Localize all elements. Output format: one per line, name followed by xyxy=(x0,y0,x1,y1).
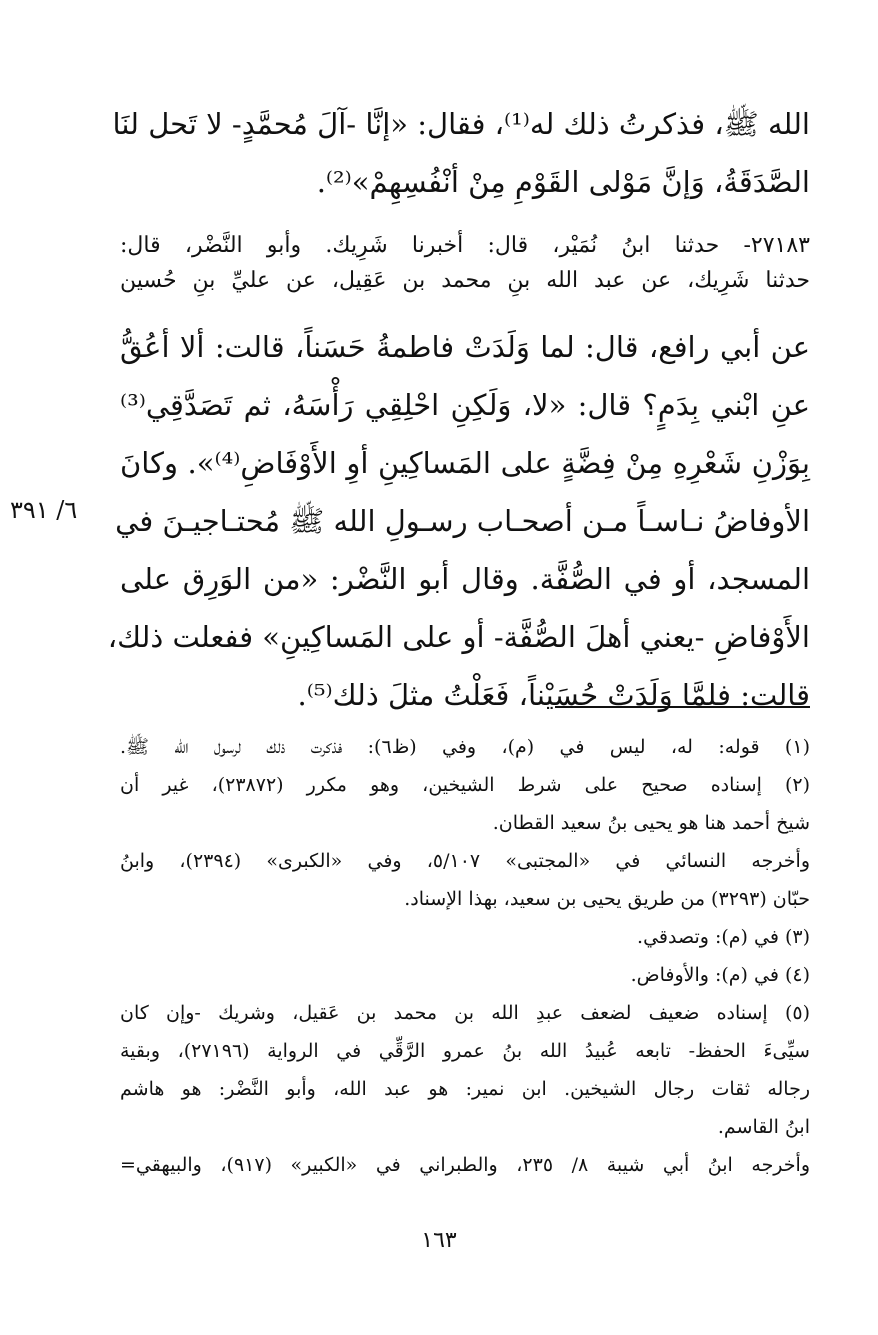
footnote-separator xyxy=(555,706,810,708)
body-line: عن أبي رافع، قال: لما وَلَدَتْ فاطمةُ حَسَناً، قالت: ألا أعُقُّ xyxy=(120,330,810,364)
hadith-chain-of-narration xyxy=(120,228,810,298)
body-line: بِوَزْنِ شَعْرِهِ مِنْ فِضَّةٍ على المَساكِينِ أوِ الأَوْفَاضِ⁽⁴⁾». وكانَ xyxy=(120,446,811,480)
footnote-line: (٢) إسناده صحيح على شرط الشيخين، وهو مكرر (٢٣٨٧٢)، غير أن xyxy=(120,774,811,796)
footnote-line: ابنُ القاسم. xyxy=(717,1116,810,1138)
main-line: الصَّدَقَةُ، وَإنَّ مَوْلى القَوْمِ مِنْ أنْفُسِهِمْ»⁽²⁾. xyxy=(316,165,810,199)
body-line: الأَوْفاضِ -يعني أهلَ الصُّفَّة- أو على المَساكِينِ» ففعلت ذلك، xyxy=(107,620,810,654)
margin-volume-page-reference: ٦/ ٣٩١ xyxy=(10,496,78,524)
footnote-line: وأخرجه النسائي في «المجتبى» ٥/١٠٧، وفي «الكبرى» (٢٣٩٤)، وابنُ xyxy=(120,850,810,872)
footnote-line: حبّان (٣٢٩٣) من طريق يحيى بن سعيد، بهذا الإسناد. xyxy=(404,888,810,910)
page-number: ١٦٣ xyxy=(421,1228,457,1253)
footnote-line: شيخ أحمد هنا هو يحيى بنُ سعيد القطان. xyxy=(492,812,810,834)
footnote-line: رجاله ثقات رجال الشيخين. ابن نمير: هو عبد الله، وأبو النَّضْر: هو هاشم xyxy=(120,1078,810,1100)
body-line: قالت: فلمَّا وَلَدَتْ حُسَيْناً، فَعَلْتُ مثلَ ذلك⁽⁵⁾. xyxy=(297,678,810,712)
hadith-line: حدثنا شَرِيك، عن عبد الله بنِ محمد بن عَقِيل، عن عليِّ بنِ حُسين xyxy=(120,268,810,293)
footnote-line: (٣) في (م): وتصدقي. xyxy=(637,926,810,948)
footnote-line: (١) قوله: له، ليس في (م)، وفي (ظ٦): فذكرت ذلك لرسول الله ﷺ. xyxy=(120,736,810,758)
body-line: الأوفاضُ نـاسـاً مـن أصحـاب رسـولِ الله ﷺ مُحتـاجيـنَ في xyxy=(115,504,810,538)
main-line: الله ﷺ، فذكرتُ ذلك له⁽¹⁾، فقال: «إنَّا -آلَ مُحمَّدٍ- لا تَحل لنَا xyxy=(112,107,810,141)
hadith-line: ٢٧١٨٣- حدثنا ابنُ نُمَيْر، قال: أخبرنا شَرِيك. وأبو النَّضْر، قال: xyxy=(120,233,810,258)
main-text-continuation xyxy=(112,95,810,211)
footnotes xyxy=(120,728,810,1184)
body-line: عنِ ابْني بِدَمٍ؟ قال: «لا، وَلَكِنِ احْلِقِي رَأْسَهُ، ثم تَصَدَّقِي⁽³⁾ xyxy=(120,388,810,422)
body-line: المسجد، أو في الصُّفَّة. وقال أبو النَّضْر: «من الوَرِق على xyxy=(120,562,810,596)
footnote-line: (٥) إسناده ضعيف لضعف عبدِ الله بن محمد بن عَقيل، وشريك -وإن كان xyxy=(120,1002,810,1024)
hadith-body-text xyxy=(107,318,811,724)
footnote-line: (٤) في (م): والأوفاض. xyxy=(630,964,810,986)
footnote-line: سيِّىءَ الحفظ- تابعه عُبيدُ الله بنُ عمرو الرَّقِّي في الرواية (٢٧١٩٦)، وبقية xyxy=(120,1040,810,1062)
footnote-line: وأخرجه ابنُ أبي شيبة ٨/ ٢٣٥، والطبراني في «الكبير» (٩١٧)، والبيهقي= xyxy=(120,1154,810,1176)
